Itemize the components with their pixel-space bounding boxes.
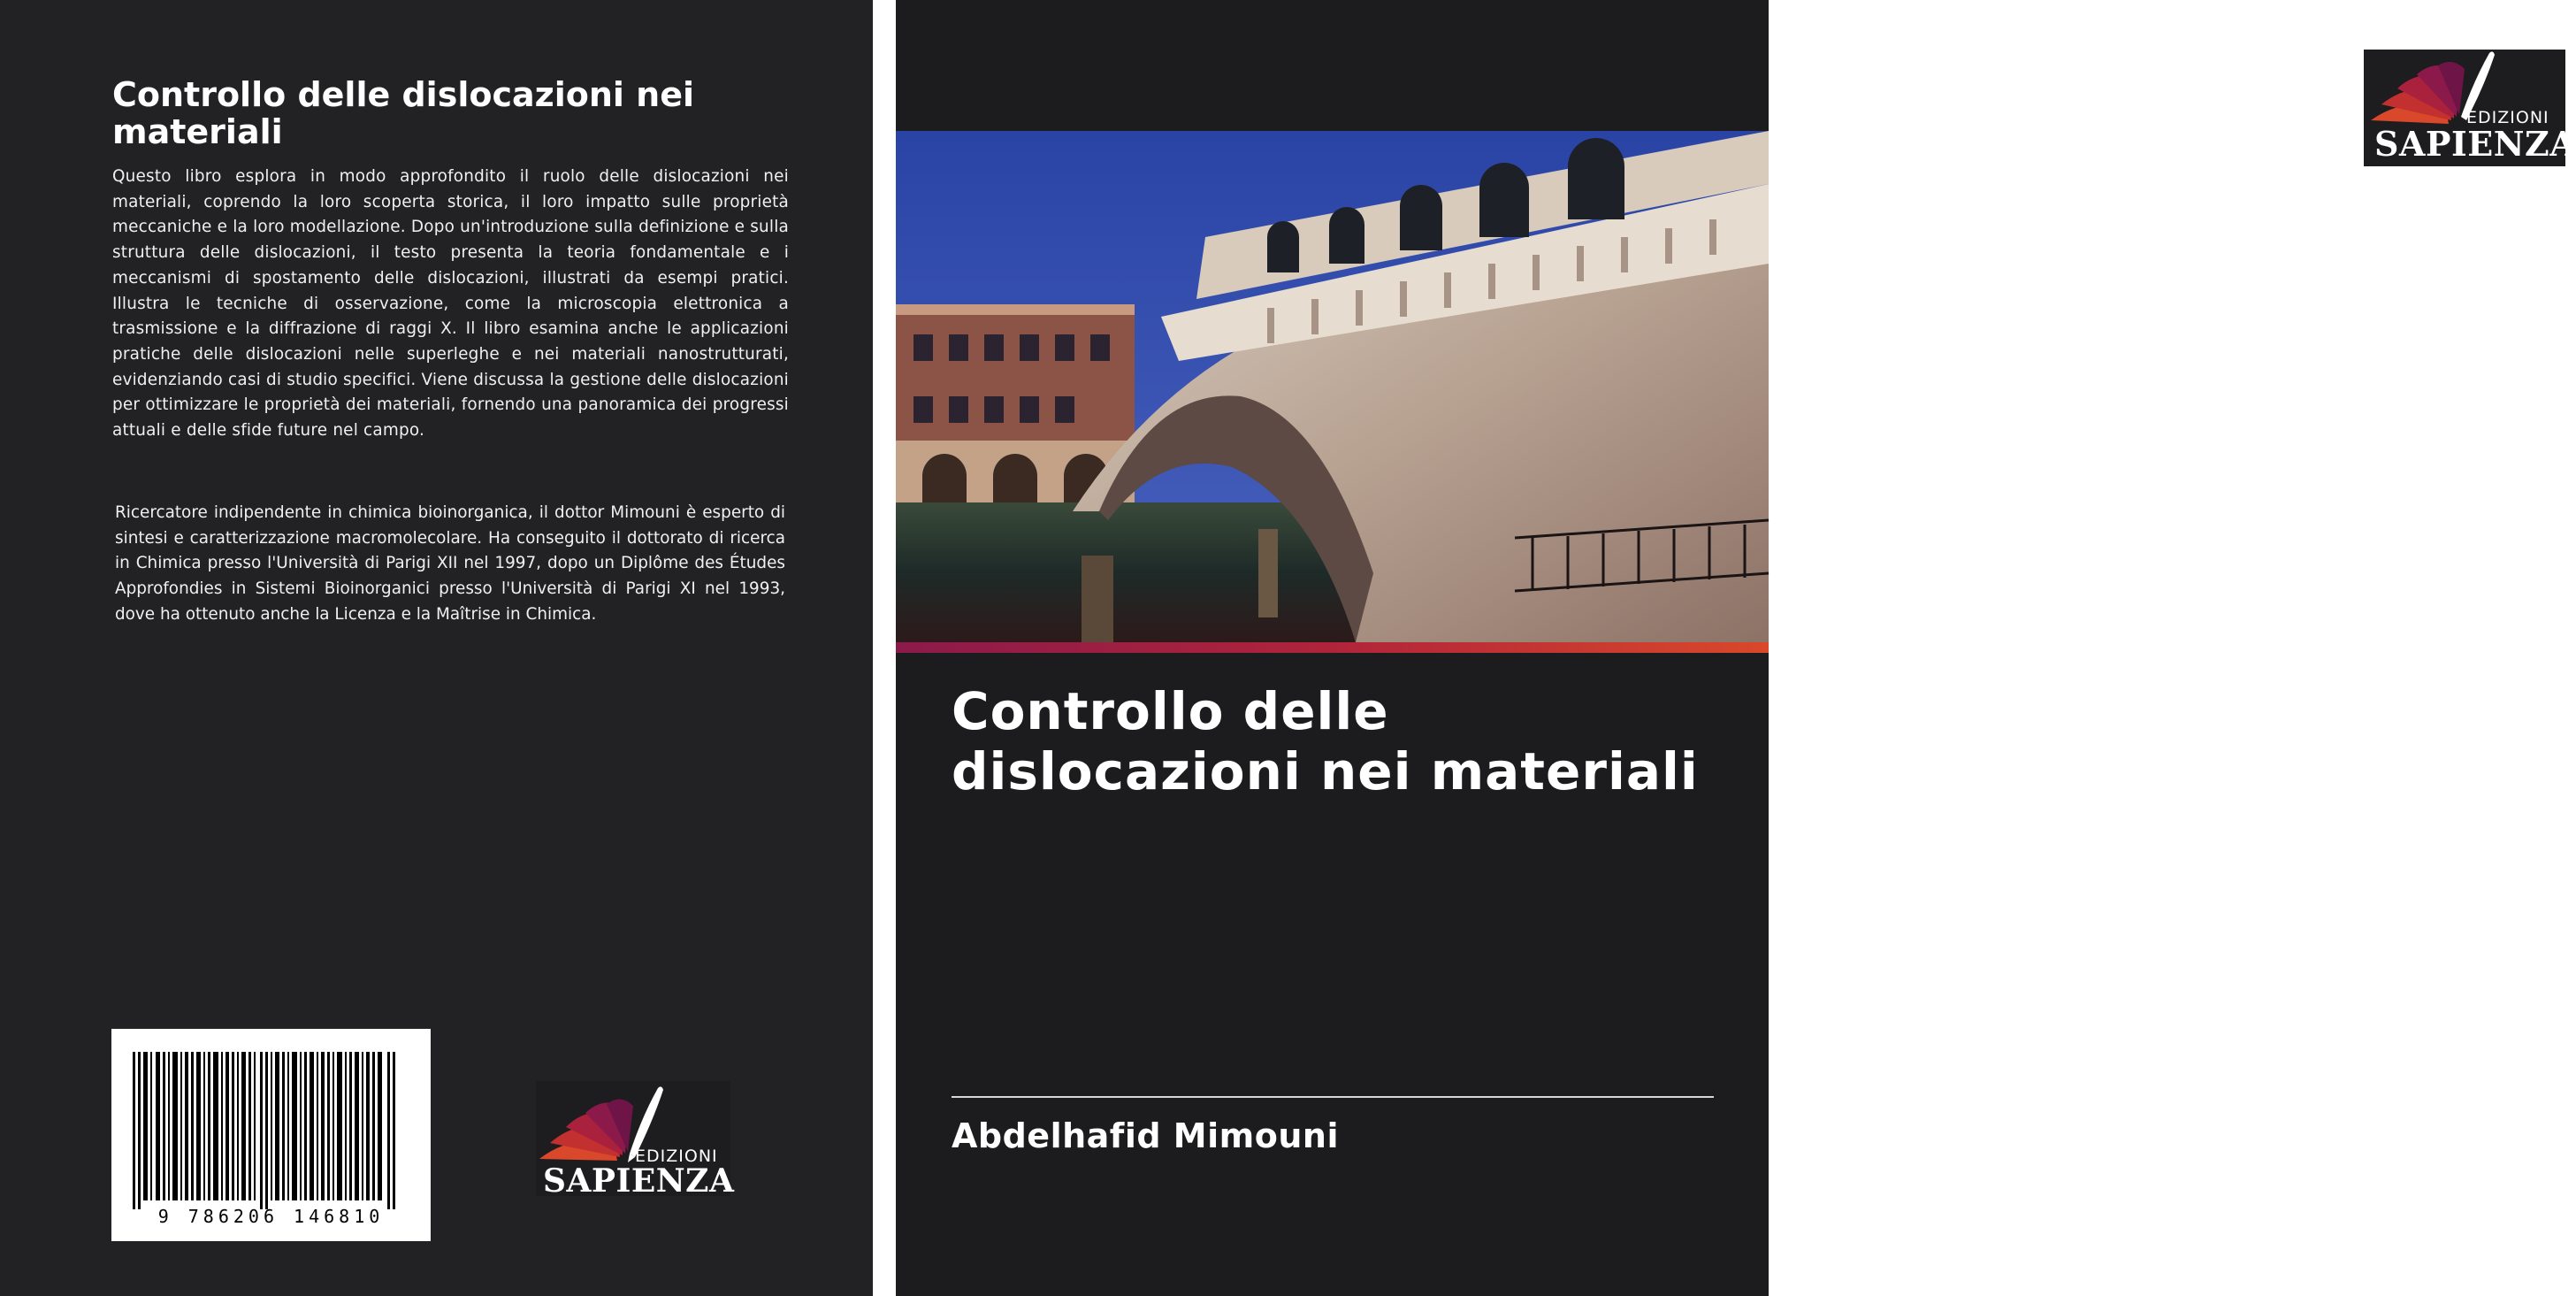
book-description: Questo libro esplora in modo approfondito il ruolo delle dislocazioni nei materiali, coprendo la loro scoperta storica, il loro impatto sulle proprietà meccaniche e la loro modellazione. Dopo un'introduzione sulla definizione e sulla struttura delle dislocazioni, il testo presenta la teoria fondamentale e i meccanismi di spostamento delle dislocazioni, illustrati da esempi pratici. Illustra le tecniche di osservazione, come la microscopia elettronica a trasmissione e la diffrazione di raggi X. Il libro esamina anche le applicazioni pratiche delle dislocazioni nelle superleghe e nei materiali nanostrutturati, evidenziando casi di studio specifici. Viene discussa la gestione delle dislocazioni per ottimizzare le proprietà dei materiali, fornendo una panoramica dei progressi attuali e delle sfide future nel campo. (112, 167, 789, 441)
publisher-line1: EDIZIONI (635, 1146, 718, 1166)
front-cover (896, 0, 2576, 1296)
back-cover-title: Controllo delle dislocazioni nei materiali (112, 75, 695, 151)
title-divider (952, 1096, 1714, 1098)
barcode-icon (120, 1052, 422, 1204)
author-name: Abdelhafid Mimouni (952, 1116, 1339, 1155)
publisher-logo-front (2364, 50, 2576, 166)
spine (873, 0, 896, 1296)
front-cover-title: Controllo delle dislocazioni nei materiali (952, 681, 1699, 801)
accent-stripe (896, 642, 1769, 653)
publisher-logo (536, 1081, 735, 1200)
publisher-line1-front: EDIZIONI (2466, 108, 2549, 127)
back-cover (0, 0, 873, 1296)
author-biography: Ricercatore indipendente in chimica bioinorganica, il dottor Mimouni è esperto di sintesi e caratterizzazione macromolecolare. Ha conseguito il dottorato di ricerca in Chimica presso l'Università di Parigi XII nel 1997, dopo un Diplôme des Études Approfondies in Sistemi Bioinorganici presso l'Università di Parigi XI nel 1993, dove ha ottenuto anche la Licenza e la Maîtrise in Chimica. (115, 503, 785, 624)
publisher-line2: SAPIENZA (543, 1162, 735, 1200)
isbn-barcode (111, 1029, 431, 1241)
rialto-bridge-photo (896, 131, 1769, 642)
publisher-line2-front: SAPIENZA (2374, 124, 2576, 164)
isbn-number: 9 786206 146810 (157, 1206, 385, 1227)
